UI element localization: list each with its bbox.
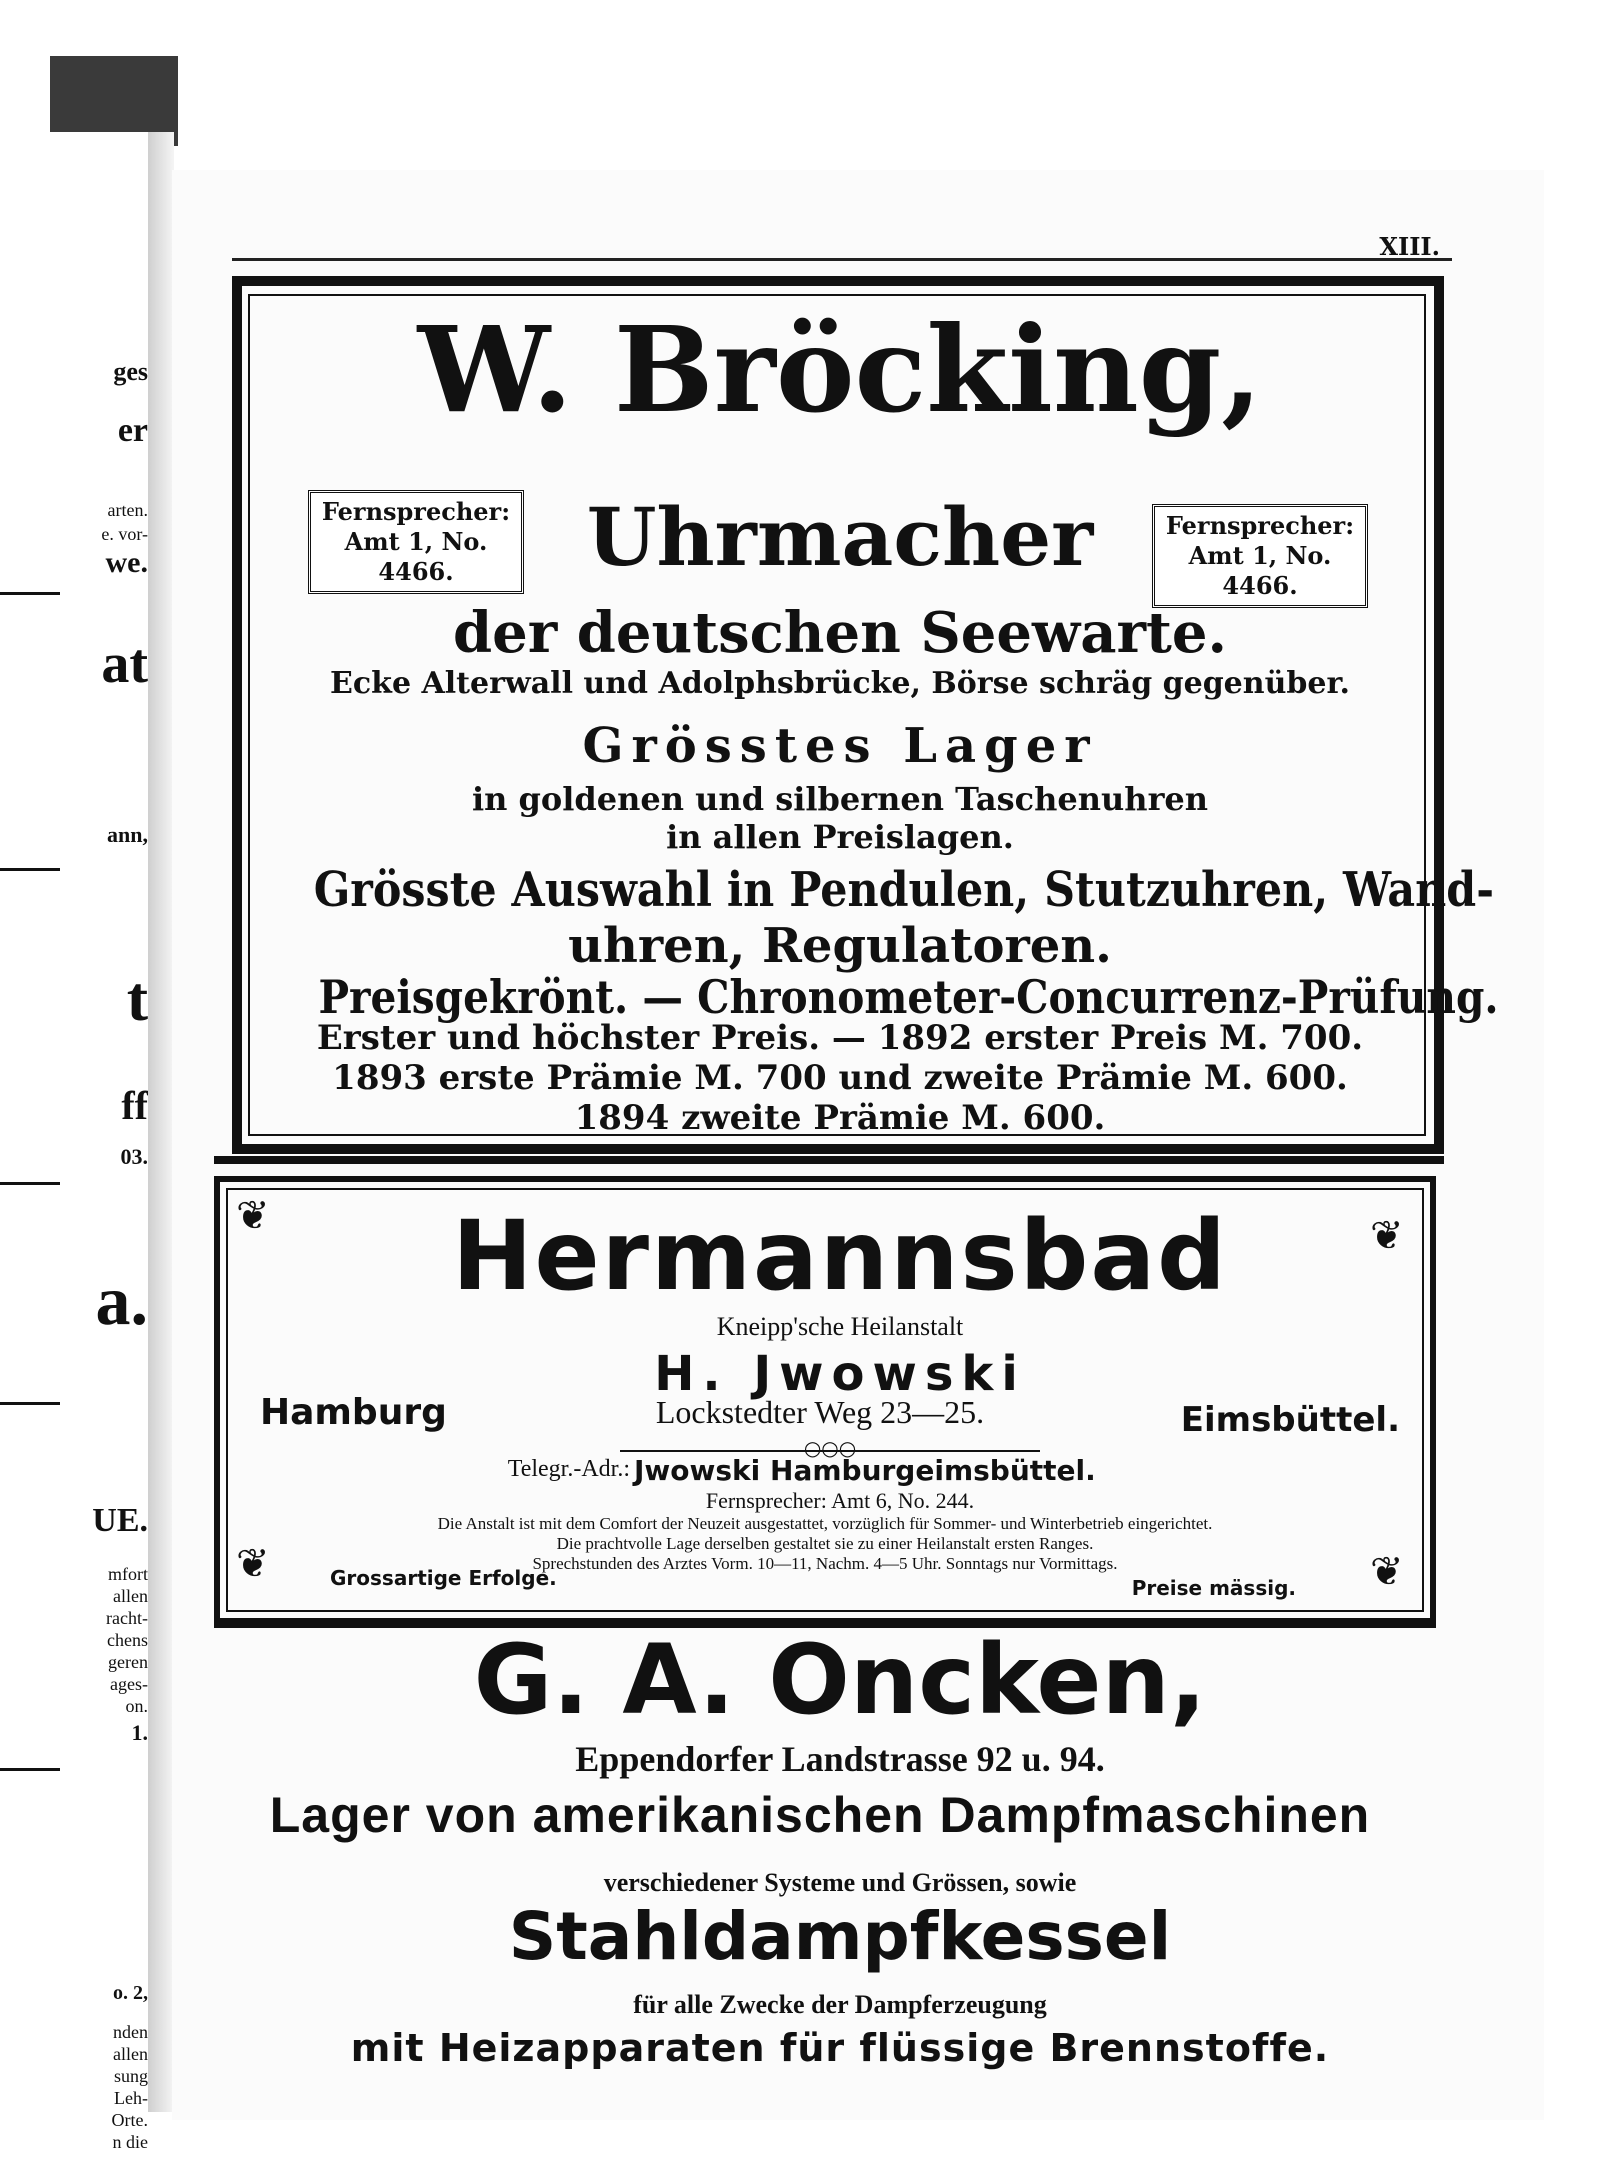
ad-oncken-line: für alle Zwecke der Dampferzeugung — [633, 1990, 1047, 2019]
ad-hermannsbad-district: Eimsbüttel. — [1180, 1400, 1400, 1440]
ad-separator — [214, 1156, 1444, 1164]
left-page-fragment: e. vor- — [101, 524, 148, 544]
left-page-fragment: 03. — [120, 1144, 148, 1169]
left-page-fragment: ges — [113, 357, 148, 386]
left-page-fragment: nden — [113, 2022, 148, 2042]
left-page-edge — [0, 132, 154, 2152]
page-number: XIII. — [1379, 232, 1440, 261]
left-page-fragment: Leh- — [114, 2088, 148, 2108]
ad-hermannsbad-paragraph: Die Anstalt ist mit dem Comfort der Neuzeit ausgestattet, vorzüglich für Sommer- und Winterbetrieb eingerichtet. — [437, 1514, 1213, 1533]
left-page-fragment: racht- — [106, 1608, 148, 1628]
ad-hermannsbad-name: Hermannsbad — [452, 1200, 1228, 1312]
left-page-fragment: we. — [105, 546, 148, 579]
ad-oncken-address: Eppendorfer Landstrasse 92 u. 94. — [575, 1739, 1105, 1779]
left-page-fragment: geren — [108, 1652, 148, 1672]
left-page-fragment: mfort — [108, 1564, 148, 1584]
phone-label: Fernsprecher: — [321, 497, 511, 526]
ad-oncken-name: G. A. Oncken, — [473, 1624, 1207, 1736]
ad-broeking-address: Ecke Alterwall und Adolphsbrücke, Börse schräg gegenüber. — [330, 666, 1350, 701]
ad-hermannsbad-phone: Fernsprecher: Amt 6, No. 244. — [705, 1488, 975, 1513]
left-page-fragment: ages- — [110, 1674, 148, 1694]
ad-broeking-line: in allen Preislagen. — [666, 818, 1014, 856]
left-page-rule — [0, 868, 60, 871]
ad-broeking-title: der deutschen Seewarte. — [452, 600, 1228, 666]
left-page-fragment: arten. — [107, 500, 148, 520]
left-page-fragment: at — [101, 633, 148, 695]
ad-hermannsbad-left-note: Grossartige Erfolge. — [330, 1566, 557, 1590]
phone-number: Amt 1, No. 4466. — [344, 527, 488, 586]
ad-broeking-trade: Uhrmacher — [586, 490, 1094, 584]
ad-broeking-line: Preisgekrönt. — Chronometer-Concurrenz-Prüfung. — [318, 970, 1499, 1024]
left-page-fragment: Orte. — [111, 2110, 148, 2130]
phone-label: Fernsprecher: — [1165, 511, 1355, 540]
left-page-fragment: allen — [113, 1586, 148, 1606]
left-page-fragment: er — [117, 412, 148, 449]
header-rule — [232, 258, 1452, 261]
ornament-rule-icon: ○○○ — [803, 1436, 857, 1460]
left-page-fragment: UE. — [92, 1502, 148, 1539]
left-page-fragment: n die — [112, 2132, 148, 2152]
ad-hermannsbad-city: Hamburg — [260, 1392, 447, 1433]
ad-oncken-headline: Stahldampfkessel — [508, 1898, 1172, 1975]
left-page-fragment: a. — [95, 1263, 148, 1340]
ad-hermannsbad-telegram-label: Telegr.-Adr.: — [507, 1456, 630, 1482]
ad-broeking-line: 1894 zweite Prämie M. 600. — [574, 1098, 1106, 1138]
left-page-fragment: 1. — [131, 1720, 148, 1745]
left-page-fragment: allen — [113, 2044, 148, 2064]
phone-number: Amt 1, No. 4466. — [1188, 541, 1332, 600]
ad-hermannsbad-owner: H. Jwowski — [654, 1346, 1026, 1402]
ad-hermannsbad-paragraph: Die prachtvolle Lage derselben gestaltet sie zu einer Heilanstalt ersten Ranges. — [556, 1534, 1094, 1553]
ornament-icon: ❦ — [236, 1541, 270, 1587]
ad-oncken-line: verschiedener Systeme und Grössen, sowie — [603, 1868, 1077, 1897]
left-page-fragment: on. — [125, 1696, 148, 1716]
ad-hermannsbad-right-note: Preise mässig. — [1131, 1576, 1296, 1600]
left-page-rule — [0, 592, 60, 595]
left-page-fragment: sung — [113, 2066, 148, 2086]
left-page-rule — [0, 1182, 60, 1185]
ad-broeking-line: uhren, Regulatoren. — [568, 918, 1112, 974]
ad-hermannsbad-subtitle: Kneipp'sche Heilanstalt — [716, 1312, 964, 1341]
ad-broeking-line: Grösste Auswahl in Pendulen, Stutzuhren, Wand- — [313, 862, 1494, 918]
left-page-fragment: chens — [107, 1630, 148, 1650]
left-page-rule — [0, 1402, 60, 1405]
ornament-icon: ❦ — [1370, 1549, 1404, 1595]
ad-hermannsbad-telegram-address: Jwowski Hamburgeimsbüttel. — [634, 1454, 1096, 1487]
left-page-fragment: t — [126, 963, 148, 1034]
left-page-rule — [0, 1768, 60, 1771]
ad-oncken-headline: Lager von amerikanischen Dampfmaschinen — [269, 1787, 1371, 1843]
ad-hermannsbad-paragraph: Sprechstunden des Arztes Vorm. 10—11, Nachm. 4—5 Uhr. Sonntags nur Vormittags. — [532, 1554, 1118, 1573]
ad-broeking-headline: Grösstes Lager — [582, 718, 1098, 774]
ad-broeking-line: Erster und höchster Preis. — 1892 erster Preis M. 700. — [316, 1018, 1364, 1058]
ad-oncken-headline: mit Heizapparaten für flüssige Brennstoffe. — [350, 2026, 1330, 2070]
ad-broeking-line: in goldenen und silbernen Taschenuhren — [471, 780, 1209, 818]
ad-broeking-name: W. Bröcking, — [417, 300, 1263, 439]
ad-broeking-line: 1893 erste Prämie M. 700 und zweite Prämie M. 600. — [332, 1058, 1348, 1098]
ad-hermannsbad-street: Lockstedter Weg 23—25. — [655, 1394, 985, 1430]
ornament-icon: ❦ — [236, 1193, 270, 1239]
ornament-icon: ❦ — [1370, 1213, 1404, 1259]
left-page-fragment: ff — [121, 1083, 148, 1128]
left-page-fragment: ann, — [107, 822, 148, 847]
left-page-fragment: o. 2, — [113, 1982, 148, 2004]
